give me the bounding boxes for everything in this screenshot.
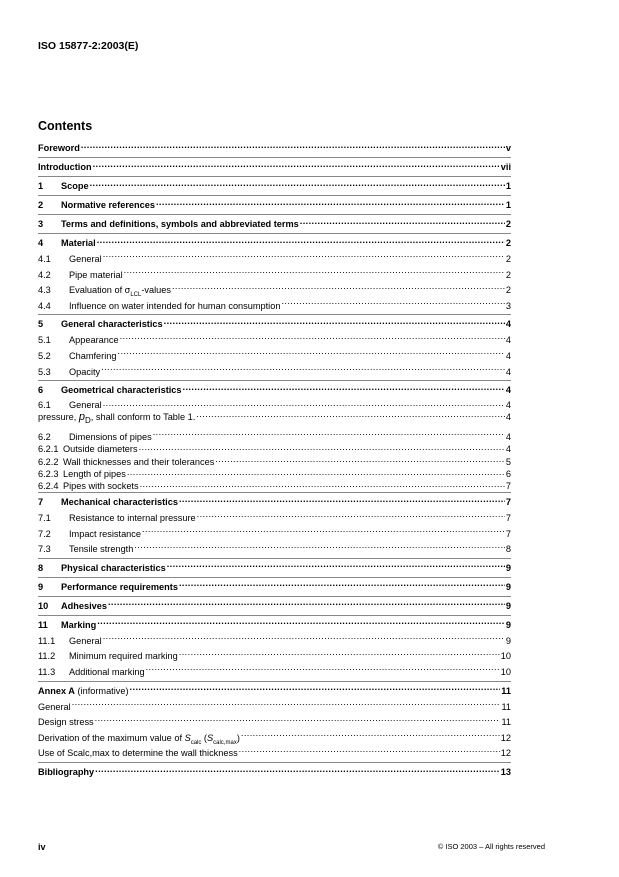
toc-number: 4.2 — [38, 269, 51, 280]
toc-title: Appearance — [69, 335, 119, 346]
toc-number: 7.3 — [38, 544, 51, 555]
toc-entry-4-2[interactable] — [38, 268, 511, 284]
dot-leader — [153, 431, 505, 440]
toc-title: Resistance to internal pressure — [69, 513, 196, 524]
toc-entry-4-4[interactable] — [38, 299, 511, 315]
toc-page: 4 — [505, 412, 511, 423]
toc-page: 2 — [505, 254, 511, 264]
toc-entry-7[interactable] — [38, 492, 511, 511]
dot-leader — [108, 601, 505, 610]
dot-leader — [120, 334, 505, 343]
toc-number: 11 — [38, 619, 48, 630]
toc-number: 2 — [38, 200, 44, 210]
toc-title-subscript: D — [84, 416, 91, 426]
toc-page: 7 — [505, 513, 511, 524]
toc-entry-1[interactable] — [38, 176, 511, 195]
toc-entry-6-2[interactable] — [38, 428, 511, 443]
toc-entry-6-2-4[interactable] — [38, 480, 511, 492]
toc-number: 6.2.4 — [38, 480, 59, 491]
toc-title: Introduction — [38, 162, 92, 172]
toc-page: 7 — [505, 497, 511, 508]
annex-type: (informative) — [74, 685, 129, 696]
toc-entry-8[interactable] — [38, 558, 511, 577]
toc-title — [38, 682, 129, 700]
dot-leader — [183, 386, 505, 395]
toc-entry-7-2[interactable] — [38, 527, 511, 543]
footer-copyright: © ISO 2003 – All rights reserved — [437, 842, 545, 851]
toc-title: Material — [61, 238, 96, 248]
toc-entry-6-2-2[interactable] — [38, 456, 511, 468]
toc-title-prefix: Derivation of the maximum value of — [38, 732, 185, 743]
toc-page: 9 — [505, 562, 511, 573]
toc-number: 4.1 — [38, 254, 51, 264]
toc-title: Outside diameters — [63, 444, 138, 455]
toc-entry-10[interactable] — [38, 596, 511, 615]
toc-number: 4.4 — [38, 300, 51, 311]
toc-page: 7 — [505, 528, 511, 539]
toc-title: General — [69, 254, 102, 264]
toc-title: Use of Scalc,max to determine the wall thickness — [38, 748, 238, 759]
toc-number: 4.3 — [38, 285, 51, 296]
dot-leader — [103, 253, 505, 262]
dot-leader — [172, 284, 505, 293]
toc-title: Geometrical characteristics — [61, 385, 182, 396]
dot-leader — [134, 543, 505, 552]
dot-leader — [72, 701, 501, 710]
toc-page: 4 — [505, 444, 511, 455]
dot-leader — [93, 163, 500, 172]
toc-page: 4 — [505, 366, 511, 377]
toc-entry-7-3[interactable] — [38, 542, 511, 558]
toc-page: 4 — [505, 335, 511, 346]
toc-page: v — [505, 143, 511, 153]
toc-page: 2 — [505, 285, 511, 296]
toc-number: 6.2.2 — [38, 456, 59, 467]
dot-leader — [139, 443, 505, 452]
toc-entry-foreword[interactable] — [38, 139, 511, 157]
table-of-contents — [38, 139, 511, 781]
toc-title — [38, 411, 195, 427]
toc-page: 10 — [500, 651, 511, 662]
toc-page: 4 — [505, 319, 511, 330]
toc-title-symbol: p — [78, 411, 85, 424]
dot-leader — [239, 747, 500, 756]
toc-title: Impact resistance — [69, 528, 141, 539]
toc-title-subscript: calc — [190, 739, 202, 746]
dot-leader — [215, 456, 505, 465]
toc-entry-bibliography[interactable] — [38, 762, 511, 781]
toc-number: 7.1 — [38, 513, 51, 524]
toc-entry-4-1[interactable] — [38, 252, 511, 268]
toc-entry-6-2-1[interactable] — [38, 443, 511, 455]
toc-page: 8 — [505, 544, 511, 555]
toc-page: 11 — [501, 701, 511, 712]
toc-title: Opacity — [69, 366, 101, 377]
dot-leader — [146, 666, 500, 675]
toc-number: 11.1 — [38, 635, 56, 646]
toc-entry-6-1-continuation[interactable] — [38, 411, 511, 428]
toc-page: 5 — [505, 456, 511, 467]
toc-entry-annex-use[interactable] — [38, 746, 511, 762]
toc-page: 11 — [501, 717, 511, 728]
toc-page: 4 — [505, 385, 511, 396]
toc-entry-11-3[interactable] — [38, 665, 511, 681]
toc-title: Design stress — [38, 717, 94, 728]
toc-title: General — [69, 400, 102, 411]
toc-number: 5 — [38, 319, 44, 330]
toc-entry-6-1[interactable] — [38, 399, 511, 411]
toc-page: 11 — [501, 685, 511, 696]
toc-title: Tensile strength — [69, 544, 134, 555]
toc-entry-4[interactable] — [38, 233, 511, 252]
toc-page: 4 — [505, 432, 511, 443]
toc-number: 4 — [38, 238, 44, 248]
toc-title-symbol: S — [184, 732, 191, 743]
toc-title: Additional marking — [69, 667, 145, 678]
toc-page: vii — [500, 162, 511, 172]
dot-leader — [167, 563, 505, 572]
toc-page: 7 — [505, 480, 511, 491]
dot-leader — [90, 182, 505, 191]
toc-page: 2 — [505, 219, 511, 229]
contents-heading: Contents — [38, 119, 93, 133]
dot-leader — [179, 582, 505, 591]
toc-entry-6[interactable] — [38, 380, 511, 399]
toc-page: 1 — [505, 181, 511, 191]
toc-entry-9[interactable] — [38, 577, 511, 596]
dot-leader — [103, 399, 505, 408]
annex-label: Annex A — [38, 685, 75, 696]
toc-title-suffix: , shall conform to Table 1. — [90, 412, 196, 423]
toc-title: Adhesives — [61, 600, 107, 611]
toc-page: 10 — [500, 667, 511, 678]
dot-leader — [118, 350, 505, 359]
dot-leader — [156, 201, 505, 210]
toc-entry-11[interactable] — [38, 615, 511, 634]
toc-entry-6-2-3[interactable] — [38, 468, 511, 480]
toc-page: 12 — [500, 732, 511, 743]
toc-title: General — [38, 701, 71, 712]
toc-entry-5-1[interactable] — [38, 333, 511, 349]
toc-entry-5[interactable] — [38, 314, 511, 333]
toc-title: Terms and definitions, symbols and abbreviated terms — [61, 219, 299, 229]
toc-page: 6 — [505, 468, 511, 479]
toc-page: 4 — [505, 350, 511, 361]
dot-leader — [197, 512, 505, 521]
toc-entry-annex-general[interactable] — [38, 700, 511, 716]
toc-entry-11-2[interactable] — [38, 649, 511, 665]
toc-page: 9 — [505, 635, 511, 646]
toc-number: 3 — [38, 219, 44, 229]
toc-title: Pipe material — [69, 269, 123, 280]
document-id: ISO 15877-2:2003(E) — [38, 40, 139, 52]
toc-entry-3[interactable] — [38, 214, 511, 233]
toc-title: Marking — [61, 619, 97, 630]
toc-page: 3 — [505, 300, 511, 311]
toc-title-mid: ( — [201, 732, 207, 743]
toc-title-end: ) — [236, 732, 240, 743]
toc-title: Chamfering — [69, 350, 117, 361]
footer-page-number: iv — [38, 842, 46, 852]
toc-number: 6.2.1 — [38, 444, 59, 455]
toc-title-prefix: Evaluation of σ — [69, 285, 131, 296]
dot-leader — [140, 480, 505, 489]
toc-title: Foreword — [38, 143, 80, 153]
toc-entry-annex-design-stress[interactable] — [38, 715, 511, 731]
dot-leader — [179, 498, 505, 507]
toc-entry-5-2[interactable] — [38, 349, 511, 365]
toc-title-symbol: S — [207, 732, 214, 743]
toc-title-subscript: LCL — [130, 292, 142, 299]
dot-leader — [179, 650, 500, 659]
dot-leader — [281, 300, 504, 309]
toc-entry-introduction[interactable] — [38, 157, 511, 176]
toc-page: 1 — [505, 200, 511, 210]
toc-title: Bibliography — [38, 767, 95, 778]
toc-title: Dimensions of pipes — [69, 432, 152, 443]
toc-page: 9 — [505, 619, 511, 630]
toc-number: 5.3 — [38, 366, 51, 377]
dot-leader — [130, 686, 501, 695]
toc-page: 9 — [505, 581, 511, 592]
toc-title-subscript: calc,max — [213, 739, 237, 746]
toc-number: 5.1 — [38, 335, 51, 346]
dot-leader — [101, 366, 505, 375]
toc-title: Length of pipes — [63, 468, 126, 479]
dot-leader — [97, 239, 505, 248]
toc-page: 2 — [505, 238, 511, 248]
toc-title: Minimum required marking — [69, 651, 178, 662]
toc-number: 6.2 — [38, 432, 51, 443]
toc-page: 4 — [505, 400, 511, 411]
toc-title-prefix: pressure, — [38, 412, 79, 423]
toc-title: Performance requirements — [61, 581, 178, 592]
toc-number: 1 — [38, 181, 44, 191]
toc-number: 10 — [38, 600, 49, 611]
dot-leader — [103, 635, 505, 644]
toc-entry-7-1[interactable] — [38, 511, 511, 527]
toc-number: 8 — [38, 562, 44, 573]
toc-entry-2[interactable] — [38, 195, 511, 214]
toc-page: 9 — [505, 600, 511, 611]
toc-number: 6 — [38, 385, 44, 396]
toc-page: 12 — [500, 748, 511, 759]
toc-number: 6.2.3 — [38, 468, 59, 479]
dot-leader — [300, 220, 505, 229]
toc-number: 5.2 — [38, 350, 51, 361]
dot-leader — [97, 620, 505, 629]
toc-entry-5-3[interactable] — [38, 365, 511, 381]
toc-number: 11.2 — [38, 651, 56, 662]
dot-leader — [81, 144, 505, 153]
toc-number: 7 — [38, 497, 44, 508]
toc-entry-annex-a[interactable] — [38, 681, 511, 700]
dot-leader — [142, 528, 505, 537]
toc-number: 9 — [38, 581, 44, 592]
toc-title-suffix: -values — [141, 285, 171, 296]
toc-page: 2 — [505, 269, 511, 280]
toc-title: Scope — [61, 181, 89, 191]
toc-title: General characteristics — [61, 319, 163, 330]
dot-leader — [196, 411, 505, 420]
toc-title: Physical characteristics — [61, 562, 166, 573]
dot-leader — [95, 716, 501, 725]
toc-number: 6.1 — [38, 400, 51, 411]
dot-leader — [164, 320, 505, 329]
toc-number: 11.3 — [38, 667, 56, 678]
dot-leader — [95, 768, 500, 777]
dot-leader — [124, 269, 505, 278]
toc-entry-annex-derivation[interactable] — [38, 731, 511, 747]
toc-title: Influence on water intended for human consumption — [69, 300, 281, 311]
toc-title: Wall thicknesses and their tolerances — [63, 456, 215, 467]
toc-title: Mechanical characteristics — [61, 497, 178, 508]
toc-title: General — [69, 635, 102, 646]
toc-page: 13 — [500, 767, 511, 778]
toc-entry-11-1[interactable] — [38, 634, 511, 650]
dot-leader — [127, 468, 505, 477]
toc-title: Normative references — [61, 200, 155, 210]
toc-number: 7.2 — [38, 528, 51, 539]
toc-title: Pipes with sockets — [63, 480, 139, 491]
toc-entry-4-3[interactable] — [38, 283, 511, 299]
dot-leader — [241, 732, 500, 741]
